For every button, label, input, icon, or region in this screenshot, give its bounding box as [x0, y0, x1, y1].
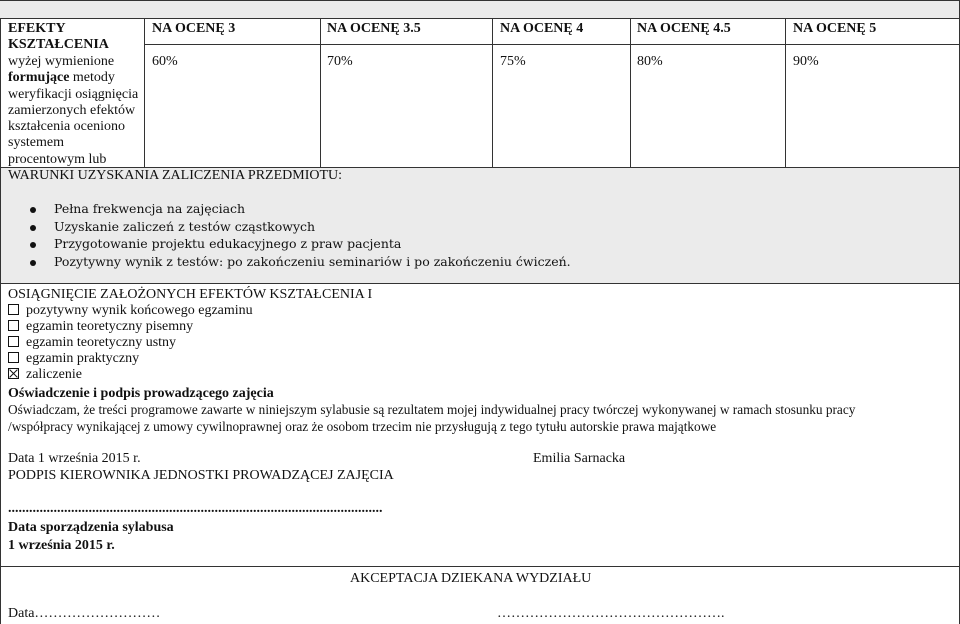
prep-date-value: 1 września 2015 r.	[8, 538, 115, 553]
option-oral-exam[interactable]: egzamin teoretyczny ustny	[8, 335, 176, 351]
option-credit[interactable]: zaliczenie	[8, 367, 82, 383]
declaration-line-1: Oświadczam, że treści programowe zawarte w niniejszym sylabusie są rezultatem mojej indywidualnej pracy twórczej wykonywanej w ramach stosunku pracy	[8, 402, 856, 417]
acceptance-signature-dots: ………………………………………….	[497, 606, 725, 621]
grade-5-header: NA OCENĘ 5	[793, 21, 877, 36]
grade-4-5-header: NA OCENĘ 4.5	[637, 21, 731, 36]
checkbox[interactable]	[8, 304, 19, 315]
grade-4-header: NA OCENĘ 4	[500, 21, 584, 36]
condition-item: Pozytywny wynik z testów: po zakończeniu seminariów i po zakończeniu ćwiczeń.	[30, 254, 571, 272]
acceptance-heading: AKCEPTACJA DZIEKANA WYDZIAŁU	[350, 571, 592, 586]
achievement-heading: OSIĄGNIĘCIE ZAŁOŻONYCH EFEKTÓW KSZTAŁCENIA I	[8, 287, 373, 302]
grade-4-value: 75%	[500, 54, 526, 69]
grade-4-5-value: 80%	[637, 54, 663, 69]
grade-3-5-value: 70%	[327, 54, 353, 69]
grade-5-value: 90%	[793, 54, 819, 69]
effects-description: wyżej wymienione formujące metody weryfikacji osiągnięcia zamierzonych efektów kształcenia oceniono systemem procentowym lub	[8, 54, 139, 167]
checkbox[interactable]	[8, 320, 19, 331]
checked-checkbox[interactable]	[8, 368, 19, 379]
signature-dots: ...........................................................................................................	[8, 501, 383, 516]
signer-name: Emilia Sarnacka	[533, 451, 626, 466]
grade-3-5-header: NA OCENĘ 3.5	[327, 21, 421, 36]
prep-date-label: Data sporządzenia sylabusa	[8, 520, 174, 535]
option-written-exam[interactable]: egzamin teoretyczny pisemny	[8, 319, 193, 335]
grade-3-value: 60%	[152, 54, 178, 69]
top-strip	[0, 0, 960, 18]
option-practical-exam[interactable]: egzamin praktyczny	[8, 351, 139, 367]
declaration-heading: Oświadczenie i podpis prowadzącego zajęcia	[8, 386, 274, 401]
option-final-exam[interactable]: pozytywny wynik końcowego egzaminu	[8, 303, 253, 319]
checkbox[interactable]	[8, 336, 19, 347]
conditions-list	[30, 201, 571, 271]
grade-3-header: NA OCENĘ 3	[152, 21, 236, 36]
acceptance-date: Data………………………	[8, 606, 161, 621]
condition-item: Uzyskanie zaliczeń z testów cząstkowych	[30, 219, 571, 237]
declaration-date: Data 1 września 2015 r.	[8, 451, 141, 466]
head-signature-label: PODPIS KIEROWNIKA JEDNOSTKI PROWADZĄCEJ ZAJĘCIA	[8, 468, 394, 483]
condition-item: Przygotowanie projektu edukacyjnego z praw pacjenta	[30, 236, 571, 254]
checkbox[interactable]	[8, 352, 19, 363]
conditions-heading: WARUNKI UZYSKANIA ZALICZENIA PRZEDMIOTU:	[8, 168, 343, 183]
effects-header: EFEKTY KSZTAŁCENIA	[8, 21, 109, 53]
condition-item: Pełna frekwencja na zajęciach	[30, 201, 571, 219]
declaration-line-2: /współpracy wynikającej z umowy cywilnoprawnej oraz że osobom trzecim nie przysługują z tego tytułu autorskie prawa majątkowe	[8, 419, 717, 434]
